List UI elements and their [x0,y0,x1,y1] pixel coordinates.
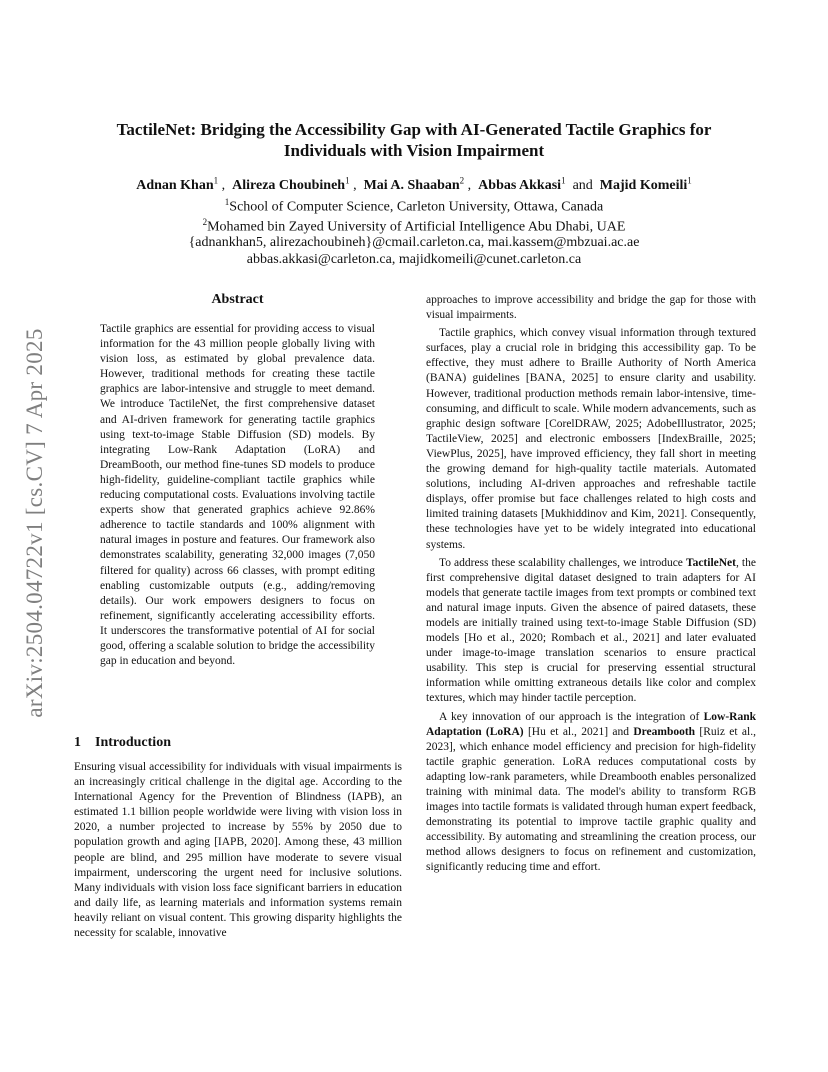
text-run: A key innovation of our approach is the integration of [439,710,704,723]
author-separator: , [353,178,357,193]
affiliation-text: School of Computer Science, Carleton University, Ottawa, Canada [229,199,604,215]
author-name: Mai A. Shaaban [363,178,460,193]
author-name: Alireza Choubineh [232,178,346,193]
author-name: Majid Komeili [599,178,688,193]
arxiv-stamp-text: arXiv:2504.04722v1 [cs.CV] 7 Apr 2025 [22,327,47,718]
text-run: [Ruiz et al., 2023], which enhance model efficiency and precision for high-fidelity tactile graphic generation. LoRA reduces computational costs by adapting low-rank parameters, while Dreambooth enables personalized training with minimal data. The model's ability to transform RGB images into tactile formats is validated through human expert feedback, demonstrating its potential to improve tactile graphic quality and accessibility. By automating and streamlining the creation process, our method allows designers to focus on refinement and customization, significantly reducing time and effort. [426,725,756,874]
abstract-text: Tactile graphics are essential for providing access to visual information for the 43 million people globally living with vision loss, as estimated by global prevalence data. However, traditional methods for creating these tactile graphics are labor-intensive and struggle to meet demand. We introduce TactileNet, the first comprehensive dataset and AI-driven framework for generating tactile graphics using text-to-image Stable Diffusion (SD) models. By integrating Low-Rank Adaptation (LoRA) and DreamBooth, our method fine-tunes SD models to produce high-fidelity, guideline-compliant tactile graphics while reducing computational costs. Evaluations involving tactile experts show that generated graphics achieve 92.86% adherence to tactile standards and 100% alignment with natural images in posture and features. Our framework also demonstrates scalability, generating 32,000 images (7,050 filtered for quality) across 66 classes, with prompt editing enabling customizable outputs (e.g., adding/removing details). Our work empowers designers to focus on refinement, significantly accelerating accessibility efforts. It underscores the transformative potential of AI for social good, offering a scalable solution to bridge the accessibility gap in education and beyond. [100,323,375,668]
title-line-2: Individuals with Vision Impairment [283,141,545,160]
author-list [40,177,788,195]
emails-line-1: {adnankhan5, alirezachoubineh}@cmail.carleton.ca, mai.kassem@mbzuai.ac.ae [188,235,640,250]
author-separator: , [221,178,226,193]
text-run: To address these scalability challenges, we introduce [439,556,686,569]
paper-title [60,119,768,161]
right-column [426,293,756,876]
abstract-heading: Abstract [211,292,264,307]
right-paragraph-0: approaches to improve accessibility and bridge the gap for those with visual impairments. [426,294,756,322]
affiliation-sup: 2 [202,217,208,227]
section-title: Introduction [95,735,171,750]
affiliation-2 [40,214,788,236]
author-sup: 2 [459,175,465,186]
author-sup: 1 [213,175,219,186]
affiliation-text: Mohamed bin Zayed University of Artificial Intelligence Abu Dhabi, UAE [207,219,626,235]
author-separator: , [467,178,472,193]
title-line-1: TactileNet: Bridging the Accessibility Gap with AI-Generated Tactile Graphics for [116,120,712,139]
emails-line-2: abbas.akkasi@carleton.ca, majidkomeili@cunet.carleton.ca [246,252,582,267]
right-paragraph-2 [426,556,756,707]
affiliation-sup: 1 [224,197,230,207]
text-run: , the first comprehensive digital dataset designed to train adapters for AI models that generate tactile images from text prompts or combined text and natural image inputs. Given the absence of paired datasets, these models are initially trained using text-to-image Stable Diffusion (SD) models [Ho et al., 2020; Rombach et al., 2021] and later evaluated under image-to-image translation scenarios to ensure practical usability. This step is crucial for preserving essential structural information while omitting extraneous details like color and complex textures, which may hinder tactile perception. [426,556,756,705]
section-number: 1 [74,735,81,750]
author-sup: 1 [345,175,350,186]
author-and: and [572,178,593,193]
section-heading [74,735,171,751]
intro-paragraph-1: Ensuring visual accessibility for individuals with visual impairments is an increasingly critical challenge in the digital age. According to the International Agency for the Prevention of Blindness (IAPB), an estimated 1.1 billion people worldwide were living with vision loss in 2020, a number projected to increase by 55% by 2050 due to population growth and aging [IAPB, 2020]. Among these, 43 million people are blind, and 295 million have moderate to severe visual impairment, underscoring the urgent need for inclusive solutions. Many individuals with vision loss face significant barriers in education and daily life, as learning materials and information systems remain heavily reliant on visual content. This growing disparity highlights the necessity for scalable, innovative [74,761,402,940]
author-sup: 1 [561,175,566,186]
right-paragraph-3 [426,710,756,876]
text-run: [Hu et al., 2021] and [523,725,634,738]
right-paragraph-1: Tactile graphics, which convey visual information through textured surfaces, play a crucial role in bridging this accessibility gap. To be effective, they must adhere to Braille Authority of North America (BANA) guidelines [BANA, 2025] to ensure clarity and usability. However, traditional production methods remain labor-intensive, time-consuming, and difficult to scale. While modern advancements, such as graphic design software [CorelDRAW, 2025; AdobeIllustrator, 2025; TactileView, 2025] and electronic embossers [IndexBraille, 2025; ViewPlus, 2025], have improved efficiency, they fall short in meeting the growing demand for high-quality tactile materials. Automated solutions, including AI-driven approaches and refreshable tactile displays, offer promise but face challenges related to high costs and limited training datasets [Mukhiddinov and Kim, 2021]. Consequently, these technologies have yet to be widely integrated into educational systems. [426,327,756,551]
author-name: Adnan Khan [136,178,214,193]
author-name: Abbas Akkasi [478,178,562,193]
arxiv-stamp [19,290,51,755]
bold-term: Dreambooth [633,725,696,738]
author-sup: 1 [687,175,692,186]
affiliation-1 [40,194,788,216]
bold-term: Low-Rank Adaptation (LoRA) [426,710,756,738]
bold-term: TactileNet [685,556,736,569]
